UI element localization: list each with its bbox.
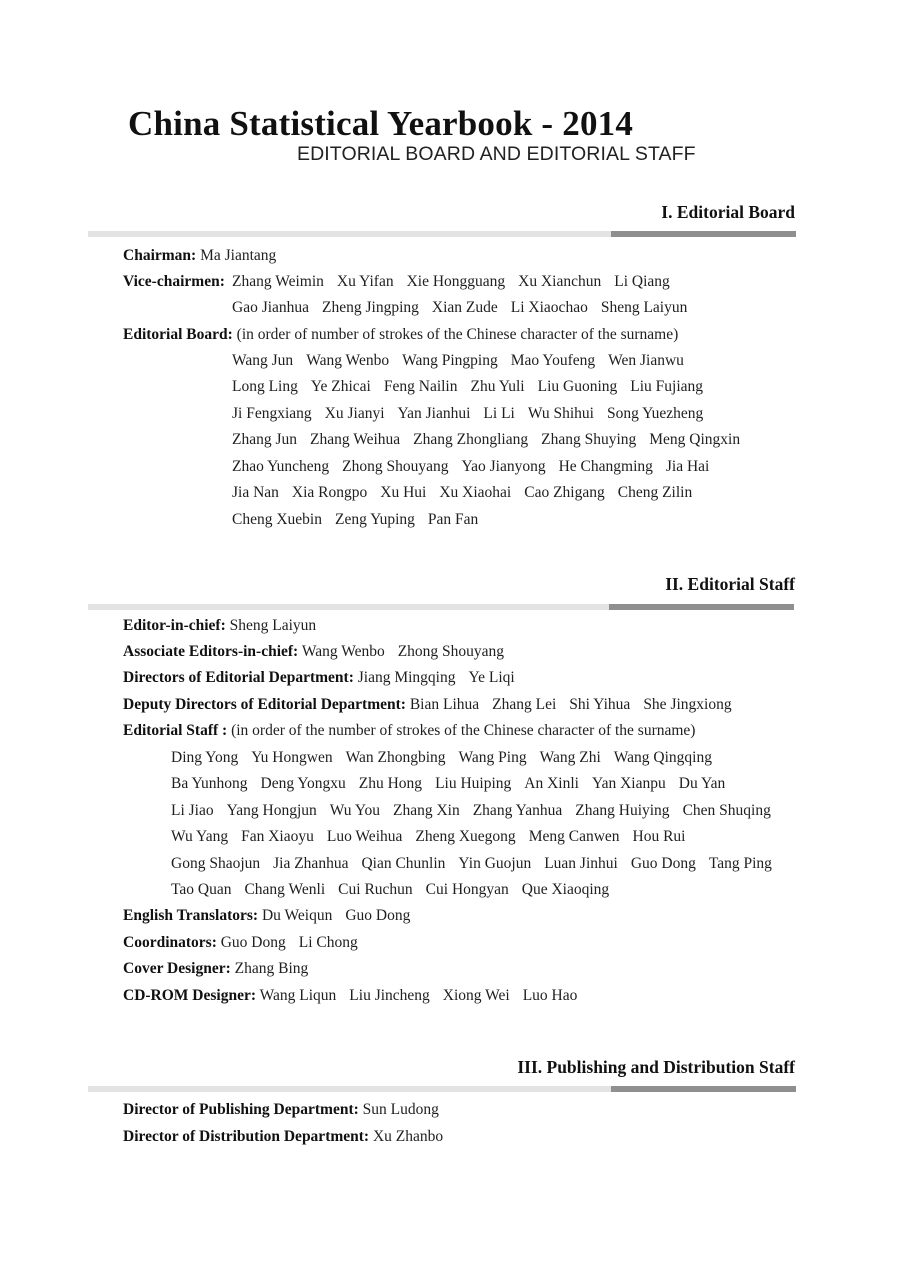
person-name: Du Yan [678, 775, 726, 792]
person-name: Cui Hongyan [425, 881, 509, 898]
person-name: Yao Jianyong [461, 458, 546, 475]
person-name: Xu Hui [380, 484, 427, 501]
person-name: Xu Xianchun [518, 273, 602, 290]
person-name: Zhang Lei [492, 696, 557, 713]
person-name: Zhang Weimin [232, 273, 324, 290]
board-row [232, 483, 705, 503]
board-row [232, 377, 716, 397]
person-name: Hou Rui [632, 828, 686, 845]
associate-editors-label: Associate Editors-in-chief: [123, 643, 299, 660]
distribution-director-line [123, 1127, 443, 1147]
person-name: Jia Zhanhua [273, 855, 349, 872]
vice-chairmen-row [232, 272, 683, 292]
person-name: Li Xiaochao [510, 299, 588, 316]
vice-chairmen-label: Vice-chairmen: [123, 273, 225, 290]
person-name: Tao Quan [171, 881, 232, 898]
person-name: Zhang Xin [392, 802, 460, 819]
person-name: Ji Fengxiang [232, 405, 312, 422]
vice-chairmen-row [232, 298, 700, 318]
board-row [232, 457, 722, 477]
directors-names [358, 669, 528, 686]
person-name: Ye Liqi [468, 669, 515, 686]
person-name: Meng Canwen [528, 828, 620, 845]
editor-in-chief-line [123, 616, 316, 636]
section-rule [88, 604, 796, 611]
person-name: Mao Youfeng [510, 352, 596, 369]
person-name: Guo Dong [345, 907, 411, 924]
person-name: Zhong Shouyang [397, 643, 505, 660]
person-name: Li Chong [298, 934, 358, 951]
translators-names [262, 907, 423, 924]
person-name: Luo Hao [522, 987, 578, 1004]
coordinators-label: Coordinators: [123, 934, 217, 951]
translators-label: English Translators: [123, 907, 259, 924]
person-name: Xu Jianyi [324, 405, 385, 422]
distribution-director-label: Director of Distribution Department: [123, 1128, 370, 1145]
staff-row [171, 880, 622, 900]
publishing-director-name: Sun Ludong [362, 1101, 439, 1118]
page-subtitle: EDITORIAL BOARD AND EDITORIAL STAFF [297, 143, 696, 165]
person-name: Chen Shuqing [682, 802, 771, 819]
person-name: Chang Wenli [244, 881, 326, 898]
person-name: Xu Xiaohai [439, 484, 512, 501]
staff-row [171, 748, 725, 768]
person-name: Pan Fan [427, 511, 479, 528]
person-name: Ding Yong [171, 749, 239, 766]
person-name: Zhu Yuli [470, 378, 525, 395]
chairman-line [123, 246, 276, 266]
board-row [232, 430, 753, 450]
person-name: Wang Jun [232, 352, 294, 369]
person-name: Zhang Bing [234, 960, 309, 977]
person-name: Zhang Huiying [575, 802, 670, 819]
cdrom-designer-names [260, 987, 591, 1004]
cover-designer-line [123, 959, 321, 979]
person-name: He Changming [558, 458, 653, 475]
person-name: Gao Jianhua [232, 299, 310, 316]
person-name: Deng Yongxu [260, 775, 346, 792]
person-name: Zhao Yuncheng [232, 458, 330, 475]
publishing-director-line [123, 1100, 439, 1120]
person-name: Long Ling [232, 378, 298, 395]
person-name: Zhang Yanhua [472, 802, 563, 819]
person-name: Zhang Jun [232, 431, 298, 448]
staff-row [171, 801, 784, 821]
person-name: Ye Zhicai [310, 378, 371, 395]
person-name: Que Xiaoqing [521, 881, 610, 898]
person-name: Luan Jinhui [544, 855, 618, 872]
staff-row [171, 774, 738, 794]
person-name: Guo Dong [630, 855, 696, 872]
associate-editors-names [302, 643, 517, 660]
directors-line [123, 668, 528, 688]
chairman-label: Chairman: [123, 247, 197, 264]
person-name: Wang Qingqing [613, 749, 712, 766]
person-name: Yu Hongwen [251, 749, 333, 766]
person-name: Wang Wenbo [306, 352, 390, 369]
board-row [232, 510, 491, 530]
board-row [232, 351, 697, 371]
vice-chairmen-line [123, 272, 225, 292]
editor-in-chief-name: Sheng Laiyun [229, 617, 317, 634]
staff-row [171, 854, 785, 874]
person-name: Liu Huiping [435, 775, 512, 792]
person-name: Zhang Shuying [541, 431, 637, 448]
person-name: Xie Hongguang [406, 273, 506, 290]
person-name: Cheng Zilin [617, 484, 693, 501]
person-name: Jia Nan [232, 484, 279, 501]
editorial-staff-note: (in order of the number of strokes of the Chinese character of the surname) [231, 722, 696, 739]
publishing-director-label: Director of Publishing Department: [123, 1101, 359, 1118]
person-name: Jiang Mingqing [357, 669, 456, 686]
person-name: Zeng Yuping [334, 511, 415, 528]
person-name: Yin Guojun [458, 855, 532, 872]
editorial-board-note: (in order of number of strokes of the Chinese character of the surname) [236, 326, 679, 343]
person-name: Song Yuezheng [606, 405, 704, 422]
person-name: Tang Ping [708, 855, 772, 872]
person-name: Qian Chunlin [361, 855, 446, 872]
section-rule [88, 231, 796, 238]
person-name: Liu Fujiang [630, 378, 704, 395]
person-name: Xian Zude [431, 299, 498, 316]
person-name: Zheng Xuegong [415, 828, 516, 845]
section-heading-publishing: III. Publishing and Distribution Staff [517, 1057, 795, 1077]
cover-designer-label: Cover Designer: [123, 960, 231, 977]
editorial-board-line [123, 325, 678, 345]
coordinators-line [123, 933, 371, 953]
person-name: Wen Jianwu [608, 352, 684, 369]
editorial-staff-line [123, 721, 695, 741]
person-name: Bian Lihua [409, 696, 480, 713]
person-name: Liu Jincheng [349, 987, 430, 1004]
chairman-name: Ma Jiantang [200, 247, 277, 264]
person-name: Cheng Xuebin [232, 511, 322, 528]
associate-editors-line [123, 642, 517, 662]
person-name: Wang Wenbo [301, 643, 385, 660]
section-heading-editorial-staff: II. Editorial Staff [665, 574, 795, 594]
person-name: Wu You [329, 802, 380, 819]
person-name: Fan Xiaoyu [241, 828, 314, 845]
section-heading-editorial-board: I. Editorial Board [661, 202, 795, 222]
person-name: Wan Zhongbing [345, 749, 446, 766]
person-name: Liu Guoning [537, 378, 618, 395]
section-rule [88, 1086, 796, 1093]
person-name: Gong Shaojun [171, 855, 261, 872]
coordinators-names [221, 934, 371, 951]
person-name: Xia Rongpo [291, 484, 368, 501]
person-name: Yan Xianpu [591, 775, 666, 792]
person-name: Zhong Shouyang [342, 458, 449, 475]
person-name: She Jingxiong [643, 696, 732, 713]
person-name: Yang Hongjun [226, 802, 317, 819]
editorial-board-label: Editorial Board: [123, 326, 233, 343]
editorial-staff-label: Editorial Staff : [123, 722, 228, 739]
deputy-directors-label: Deputy Directors of Editorial Department: [123, 696, 406, 713]
person-name: Wang Pingping [402, 352, 498, 369]
person-name: Guo Dong [220, 934, 286, 951]
person-name: Feng Nailin [383, 378, 458, 395]
directors-label: Directors of Editorial Department: [123, 669, 354, 686]
person-name: Wu Shihui [527, 405, 594, 422]
distribution-director-name: Xu Zhanbo [372, 1128, 444, 1145]
person-name: Yan Jianhui [397, 405, 471, 422]
board-row [232, 404, 716, 424]
person-name: Cao Zhigang [524, 484, 605, 501]
person-name: Xu Yifan [336, 273, 394, 290]
person-name: Sheng Laiyun [600, 299, 688, 316]
cdrom-designer-label: CD-ROM Designer: [123, 987, 257, 1004]
cover-designer-names [235, 960, 322, 977]
person-name: Meng Qingxin [649, 431, 741, 448]
person-name: Wang Ping [458, 749, 527, 766]
person-name: Shi Yihua [569, 696, 631, 713]
translators-line [123, 906, 423, 926]
person-name: Luo Weihua [326, 828, 403, 845]
person-name: Zhang Weihua [310, 431, 401, 448]
deputy-directors-names [410, 696, 745, 713]
person-name: Li Li [483, 405, 515, 422]
person-name: Jia Hai [665, 458, 710, 475]
editor-in-chief-label: Editor-in-chief: [123, 617, 226, 634]
staff-row [171, 827, 698, 847]
person-name: Li Qiang [614, 273, 670, 290]
person-name: Zhang Zhongliang [413, 431, 529, 448]
person-name: Li Jiao [171, 802, 214, 819]
person-name: Wang Liqun [259, 987, 337, 1004]
person-name: Zhu Hong [358, 775, 423, 792]
person-name: Du Weiqun [261, 907, 333, 924]
person-name: Wang Zhi [539, 749, 601, 766]
person-name: Wu Yang [171, 828, 229, 845]
person-name: An Xinli [524, 775, 579, 792]
person-name: Zheng Jingping [322, 299, 419, 316]
cdrom-designer-line [123, 986, 590, 1006]
page-title: China Statistical Yearbook - 2014 [128, 104, 634, 143]
person-name: Ba Yunhong [171, 775, 248, 792]
deputy-directors-line [123, 695, 745, 715]
person-name: Xiong Wei [442, 987, 510, 1004]
person-name: Cui Ruchun [338, 881, 413, 898]
